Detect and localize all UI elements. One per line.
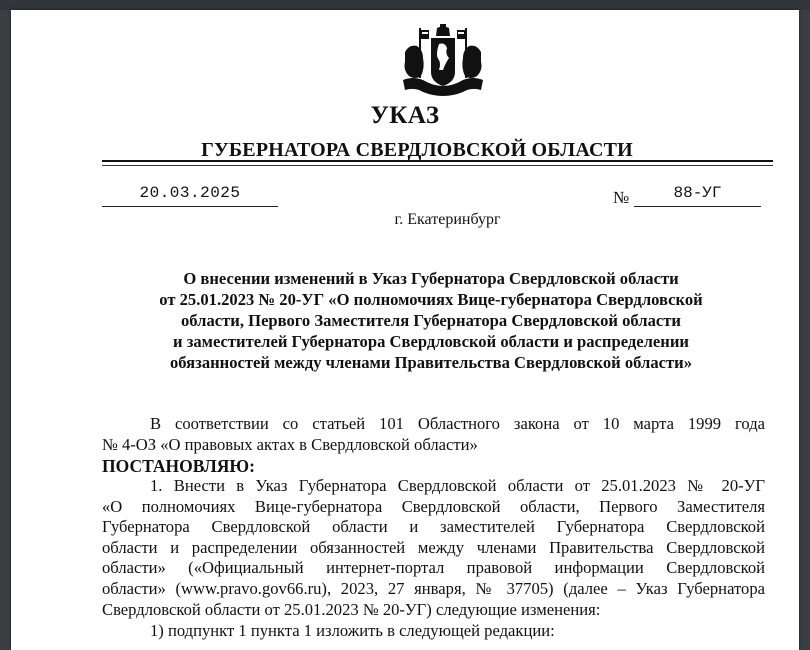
subitem-1: 1) подпункт 1 пункта 1 изложить в следующей редакции: [150,621,555,640]
subject-line: области, Первого Заместителя Губернатора Свердловской области [181,311,681,330]
item-line: «О полномочиях Вице-губернатора Свердловской области, Первого Заместителя [102,496,765,516]
document-page [11,10,799,650]
viewer-toolbar-edge [0,0,810,10]
item-line: области» («Официальный интернет-портал правовой информации Свердловской [102,558,765,578]
header-divider [102,160,773,166]
preamble-line: № 4-ОЗ «О правовых актах в Свердловской области» [102,434,478,454]
decree-word: ПОСТАНОВЛЯЮ: [102,456,255,476]
subject-line: обязанностей между членами Правительства Свердловской области» [170,353,692,372]
issuer-heading: ГУБЕРНАТОРА СВЕРДЛОВСКОЙ ОБЛАСТИ [201,139,633,161]
document-type-heading: УКАЗ [370,102,440,129]
item-1-paragraph [102,476,765,620]
document-date: 20.03.2025 [102,184,278,207]
document-number: 88-УГ [634,184,761,207]
coat-of-arms-icon [399,22,487,96]
subject-line: О внесении изменений в Указ Губернатора Свердловской области [183,269,679,288]
item-line: 1. Внести в Указ Губернатора Свердловской области от 25.01.2023 № 20-УГ [150,476,765,495]
subject-line: от 25.01.2023 № 20-УГ «О полномочиях Вице-губернатора Свердловской [159,290,703,309]
item-line: Свердловской области от 25.01.2023 № 20-УГ) следующие изменения: [102,599,601,619]
item-line: Губернатора Свердловской области и заместителей Губернатора Свердловской [102,517,765,537]
document-subject [111,268,751,373]
preamble-line: В соответствии со статьей 101 Областного закона от 10 марта 1999 года [150,414,765,433]
issue-city: г. Екатеринбург [394,211,501,228]
item-line: области» (www.pravo.gov66.ru), 2023, 27 января, № 37705) (далее – Указ Губернатора [102,578,765,598]
item-line: области и распределении обязанностей между членами Правительства Свердловской [102,537,765,557]
number-label: № [613,188,630,207]
preamble-paragraph [102,414,765,455]
subject-line: и заместителей Губернатора Свердловской области и распределении [173,332,689,351]
